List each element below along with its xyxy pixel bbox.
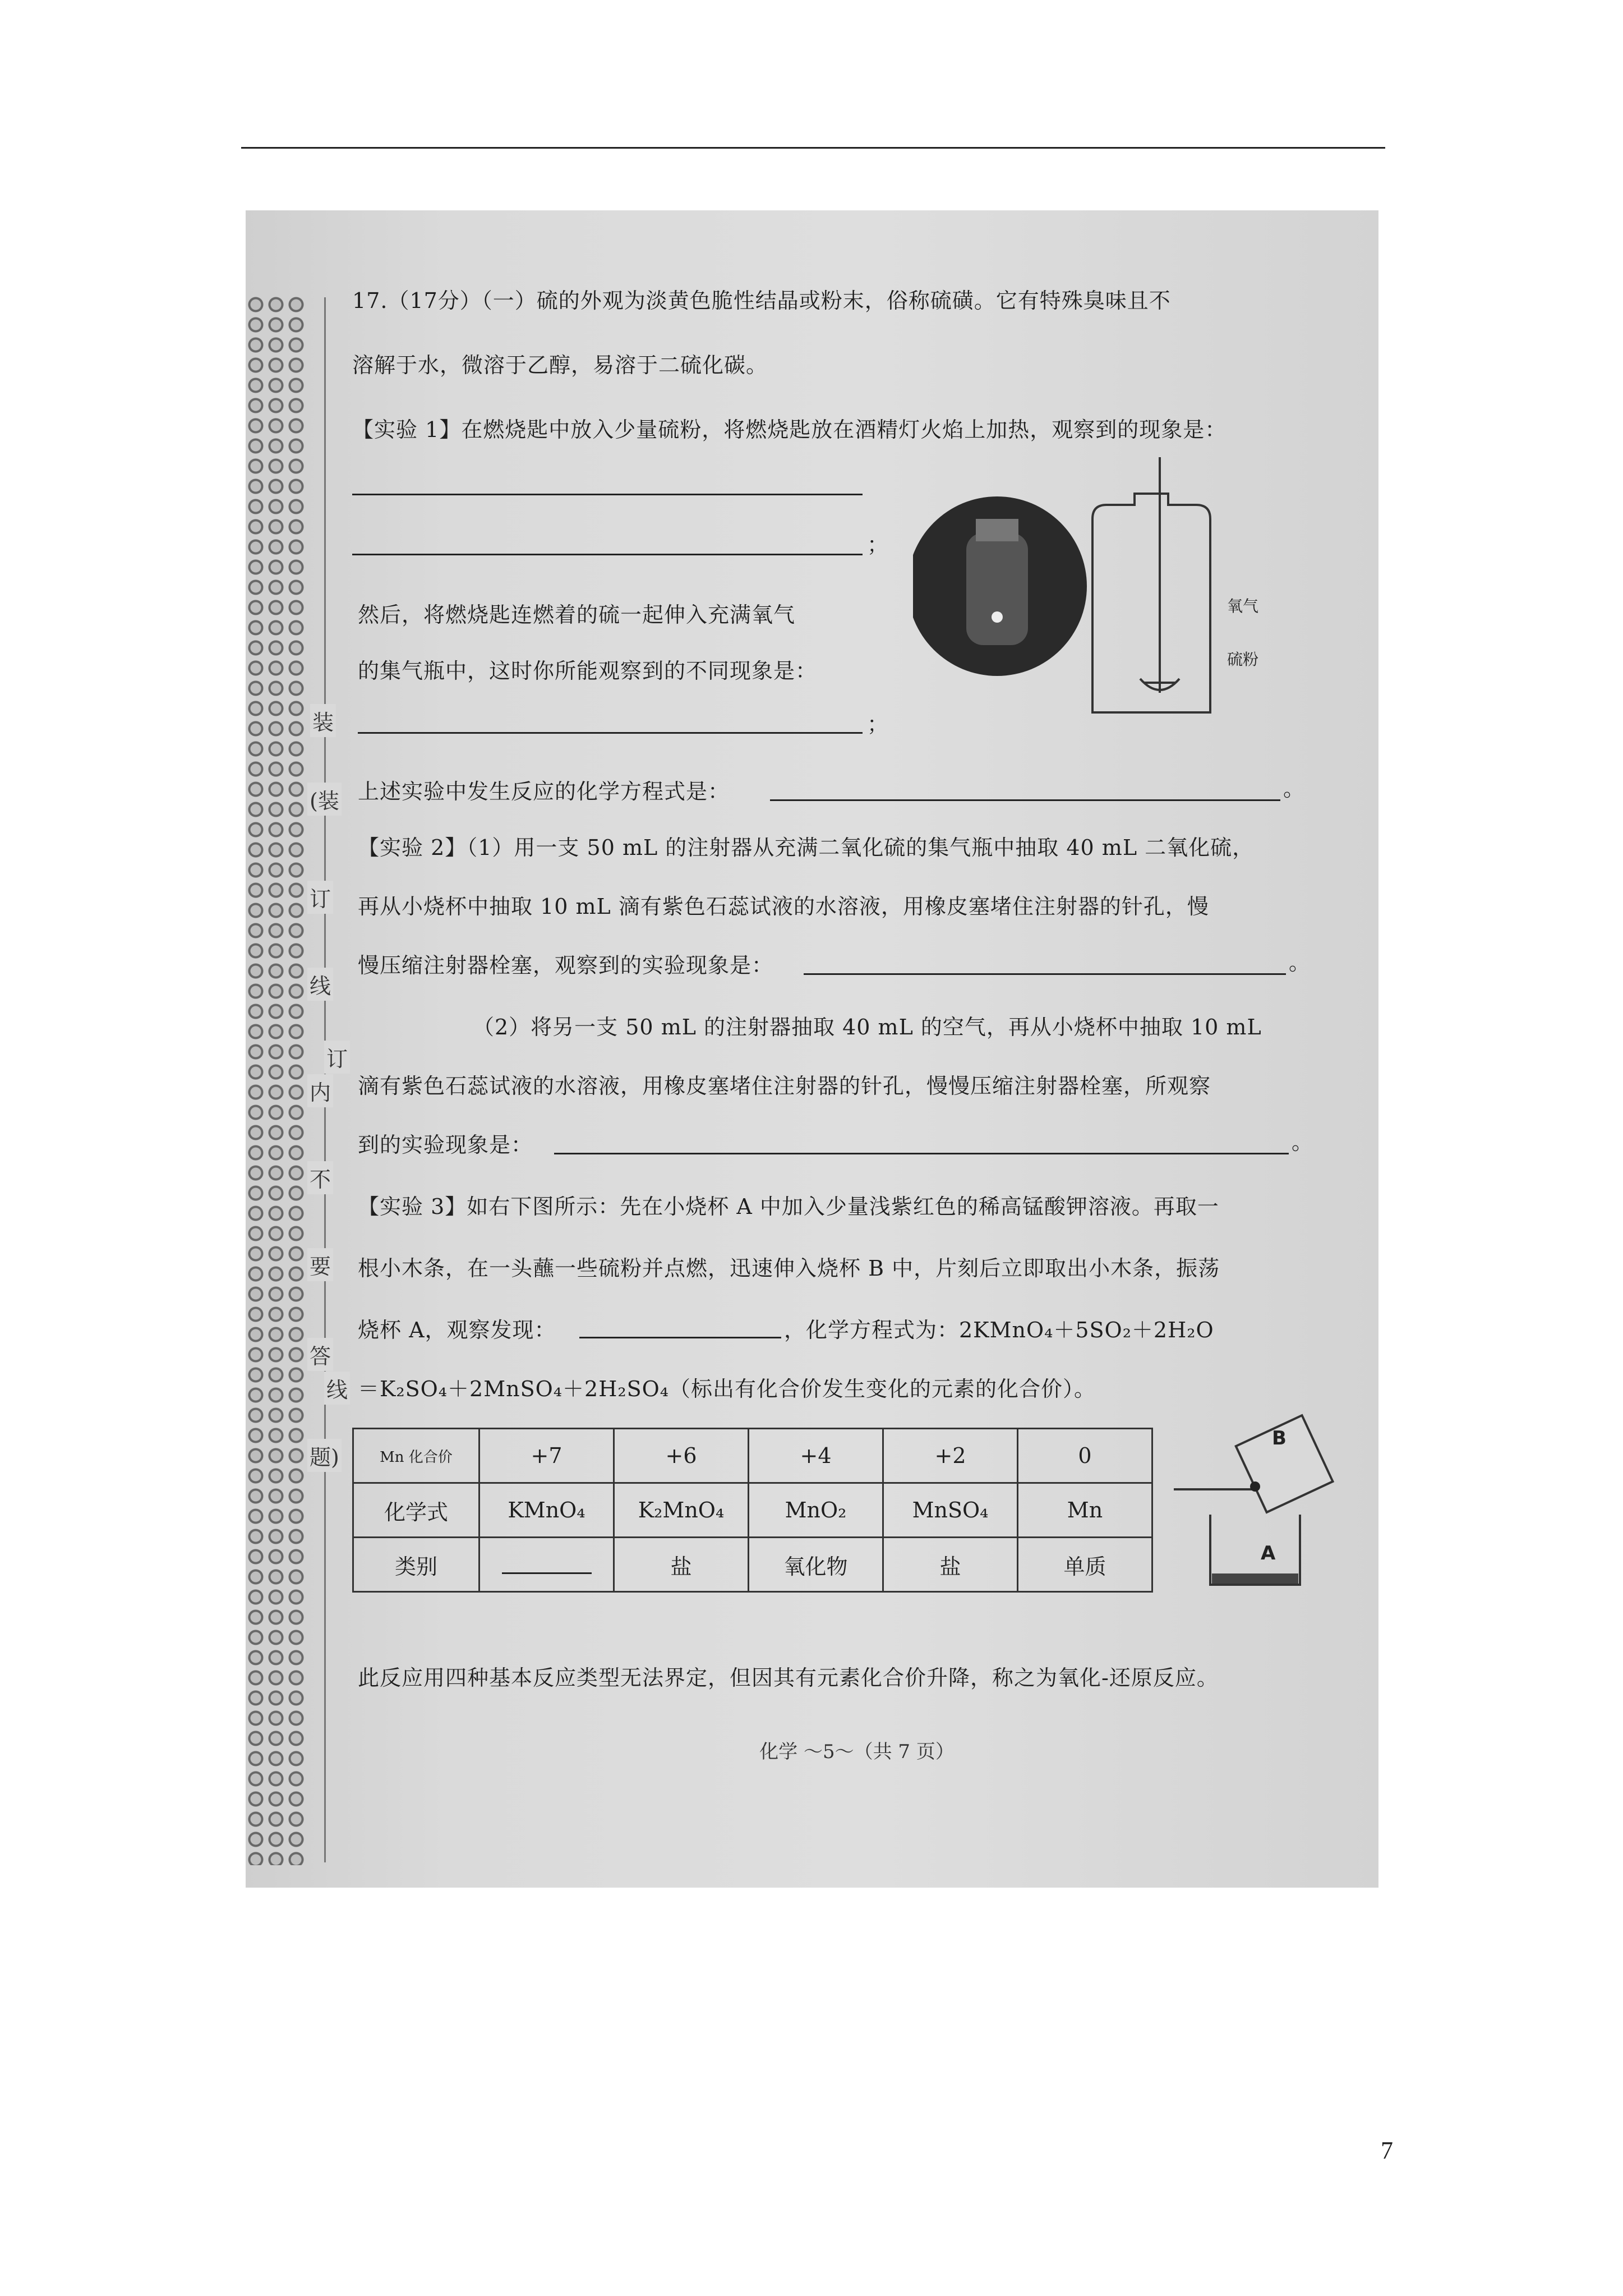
punctuation: 。 [1292, 1130, 1314, 1154]
punctuation: 。 [1289, 950, 1311, 975]
table-cell: 盐 [883, 1538, 1018, 1592]
punctuation: ； [867, 712, 889, 737]
table-cell: 0 [1018, 1429, 1152, 1483]
binding-char: 内 [307, 1074, 333, 1107]
experiment-2-part2: （2）将另一支 50 mL 的注射器抽取 40 mL 的空气，再从小烧杯中抽取 10 mL [473, 1015, 1262, 1039]
table-cell: +6 [614, 1429, 749, 1483]
answer-blank[interactable] [358, 732, 863, 734]
table-cell: Mn 化合价 [353, 1429, 479, 1483]
exam-page-photo [246, 210, 1378, 1888]
table-cell: 盐 [614, 1538, 749, 1592]
table-cell: 化学式 [353, 1483, 479, 1538]
beaker-figure [1171, 1405, 1362, 1596]
experiment-2-text: 再从小烧杯中抽取 10 mL 滴有紫色石蕊试液的水溶液，用橡皮塞堵住注射器的针孔，慢 [358, 894, 1209, 919]
page-footer: 化学 ～5～（共 7 页） [759, 1741, 955, 1763]
table-cell: MnSO₄ [883, 1483, 1018, 1538]
answer-blank[interactable] [770, 799, 1280, 801]
table-cell: KMnO₄ [479, 1483, 614, 1538]
table-cell: 氧化物 [749, 1538, 883, 1592]
experiment-1-text: 【实验 1】在燃烧匙中放入少量硫粉，将燃烧匙放在酒精灯火焰上加热，观察到的现象是： [352, 417, 1227, 442]
experiment-3-text: 【实验 3】如右下图所示：先在小烧杯 A 中加入少量浅紫红色的稀高锰酸钾溶液。再取一 [358, 1194, 1219, 1219]
table-cell: Mn [1018, 1483, 1152, 1538]
answer-blank[interactable] [554, 1153, 1289, 1154]
experiment-3-text: 烧杯 A，观察发现： [358, 1318, 556, 1342]
gas-jar-figure [913, 452, 1261, 732]
experiment-3-text: 根小木条，在一头蘸一些硫粉并点燃，迅速伸入烧杯 B 中，片刻后立即取出小木条，振荡 [358, 1256, 1220, 1281]
experiment-2-part2: 到的实验现象是： [358, 1133, 533, 1157]
table-cell: +2 [883, 1429, 1018, 1483]
conclusion-text: 此反应用四种基本反应类型无法界定，但因其有元素化合价升降，称之为氧化-还原反应。 [358, 1665, 1219, 1690]
table-row [353, 1483, 1152, 1538]
question-intro: 17.（17分）（一）硫的外观为淡黄色脆性结晶或粉末，俗称硫磺。它有特殊臭味且不 [352, 288, 1171, 313]
beaker-a-label: A [1261, 1542, 1276, 1565]
binding-char: 订 [324, 1041, 350, 1074]
answer-blank[interactable] [352, 494, 863, 495]
page-number: 7 [1381, 2137, 1393, 2164]
answer-blank[interactable] [502, 1572, 592, 1574]
experiment-1-then: 然后，将燃烧匙连燃着的硫一起伸入充满氧气 [358, 602, 796, 627]
table-cell: +7 [479, 1429, 614, 1483]
binding-char: 要 [307, 1248, 333, 1281]
answer-blank[interactable] [579, 1337, 781, 1338]
binding-char: 题) [307, 1439, 342, 1472]
experiment-3-equation: ，化学方程式为：2KMnO₄＋5SO₂＋2H₂O [784, 1318, 1214, 1342]
binding-char: 线 [324, 1372, 350, 1405]
binding-char: 不 [307, 1161, 333, 1194]
sulfur-label: 硫粉 [1227, 650, 1259, 669]
binding-margin [279, 210, 347, 1888]
experiment-2-part2: 滴有紫色石蕊试液的水溶液，用橡皮塞堵住注射器的针孔，慢慢压缩注射器栓塞，所观察 [358, 1074, 1211, 1098]
question-intro-cont: 溶解于水，微溶于乙醇，易溶于二硫化碳。 [352, 353, 768, 378]
table-cell: K₂MnO₄ [614, 1483, 749, 1538]
binding-char: 线 [307, 968, 333, 1001]
answer-blank[interactable] [352, 554, 863, 555]
experiment-2-text: 慢压缩注射器栓塞，观察到的实验现象是： [358, 953, 774, 978]
answer-blank[interactable] [804, 973, 1286, 975]
binding-char: 答 [307, 1338, 333, 1371]
binding-char: 订 [307, 881, 333, 914]
binding-char: 装 [310, 704, 336, 737]
table-cell: MnO₂ [749, 1483, 883, 1538]
table-cell: +4 [749, 1429, 883, 1483]
table-row [353, 1429, 1152, 1483]
binding-char: (装 [307, 783, 342, 816]
punctuation: 。 [1283, 776, 1306, 801]
table-row [353, 1538, 1152, 1592]
experiment-1-then-cont: 的集气瓶中，这时你所能观察到的不同现象是： [358, 659, 818, 683]
beaker-b-label: B [1272, 1427, 1287, 1450]
valence-table [352, 1428, 1153, 1593]
oxygen-label: 氧气 [1227, 597, 1259, 615]
experiment-2-text: 【实验 2】（1）用一支 50 mL 的注射器从充满二氧化硫的集气瓶中抽取 40 mL 二氧化硫， [358, 835, 1255, 860]
table-cell-blank[interactable] [479, 1538, 614, 1592]
punctuation: ； [867, 532, 889, 557]
equation-prompt: 上述实验中发生反应的化学方程式是： [358, 779, 730, 804]
experiment-3-equation-cont: ＝K₂SO₄＋2MnSO₄＋2H₂SO₄（标出有化合价发生变化的元素的化合价）。 [358, 1377, 1096, 1401]
gas-jar-icon [1092, 494, 1210, 712]
table-cell: 类别 [353, 1538, 479, 1592]
table-cell: 单质 [1018, 1538, 1152, 1592]
top-rule [241, 147, 1385, 149]
